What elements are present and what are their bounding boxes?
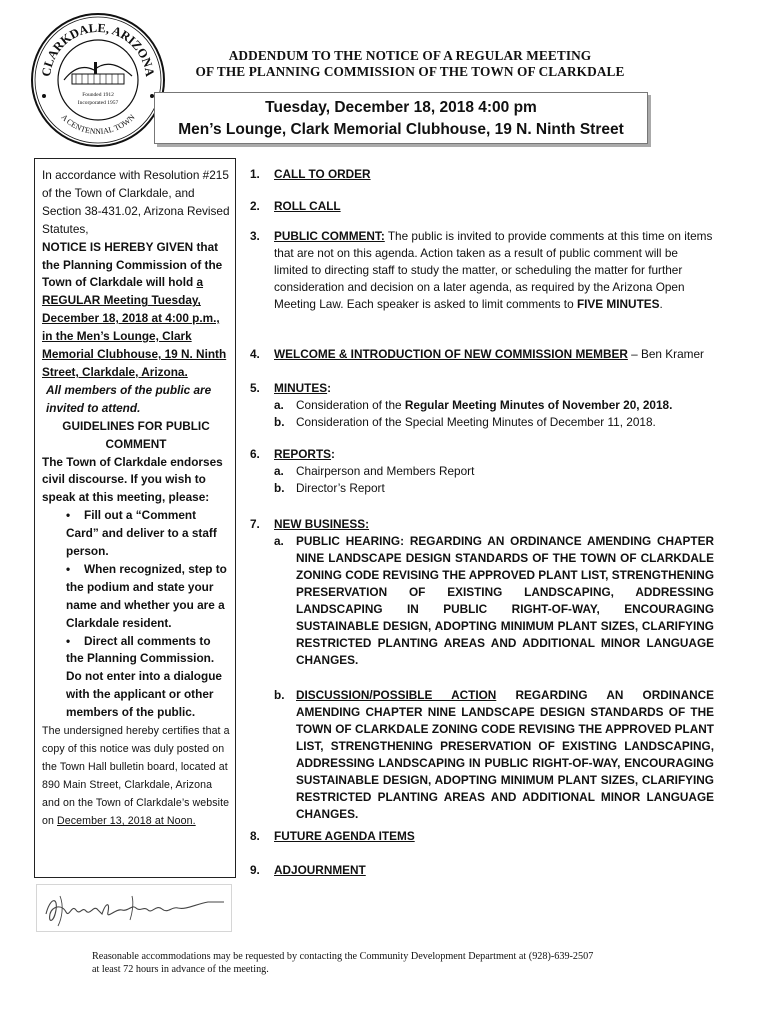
item-number: 2. [250,199,260,213]
item-number: 4. [250,347,260,361]
discussion-item: b. DISCUSSION/POSSIBLE ACTION REGARDING AN ORDINANCE AMENDING CHAPTER NINE LANDSCAPE DESIGN STANDARDS OF THE TOWN OF CLARKDALE ZONING CODE REVISING THE APPROVED PLANT LIST, STRENGTHENING PRESERVATION OF EXISTING LANDSCAPING, ADDRESSING LANDSCAPING IN PUBLIC RIGHT-OF-WAY, ENCOURAGING SUSTAINABLE DESIGN, ADOPTING MINIMUM PLANT SIZES, CLARIFYING RESTRICTED PLANTING AREAS AND ADDITIONAL MINOR LANGUAGE CHANGES. [274,688,714,821]
sub-item: a. Chairperson and Members Report [274,464,475,478]
notice-statement [42,239,230,382]
seal-bottom-text: A CENTENNIAL TOWN [59,112,137,136]
notice-lead: NOTICE IS HEREBY GIVEN that the Planning Commission of the Town of Clarkdale will hold [42,239,223,290]
seal-incorporated: Incorporated 1957 [77,100,119,106]
guideline-item: • Direct all comments to the Planning Commission. Do not enter into a dialogue with the applicant or other members of the public. [66,633,230,723]
item-title: MINUTES [274,381,328,395]
town-seal [28,10,168,150]
item-number: 6. [250,447,260,461]
item-number: 8. [250,829,260,843]
time-limit: FIVE MINUTES [576,297,660,311]
sub-item: a. Consideration of the Regular Meeting Minutes of November 20, 2018. [274,398,673,412]
guideline-item: • When recognized, step to the podium and state your name and whether you are a Clarkdale resident. [66,561,230,633]
notice-sidebar [34,158,236,878]
item-title: WELCOME & INTRODUCTION OF NEW COMMISSION MEMBER [274,347,628,361]
svg-text:A CENTENNIAL TOWN [59,112,136,136]
item-number: 5. [250,381,260,395]
resolution-intro: In accordance with Resolution #215 of the Town of Clarkdale, and Section 38-431.02, Arizona Revised Statutes, [42,168,230,236]
certification [42,722,230,830]
guidelines-title: GUIDELINES FOR PUBLIC COMMENT [62,418,210,451]
notice-meeting-details: a REGULAR Meeting Tuesday, December 18, 2018 at 4:00 p.m., in the Men’s Lounge, Clark Memorial Clubhouse, 19 N. Ninth Street, Clarkdale, Arizona. [42,275,227,379]
certification-date: December 13, 2018 at Noon. [57,815,196,828]
agenda-item-6: 6. REPORTS: a. Chairperson and Members Report b. Director’s Report [250,446,714,497]
seal-top-text: CLARKDALE, ARIZONA [39,20,157,78]
item-title: ROLL CALL [274,199,341,213]
guidelines-intro: The Town of Clarkdale endorses civil discourse. If you wish to speak at this meeting, please: [42,454,223,505]
item-title: CALL TO ORDER [274,167,371,181]
item-number: 9. [250,863,260,877]
meeting-location: Men’s Lounge, Clark Memorial Clubhouse, 19 N. Ninth Street [178,121,624,138]
item-title: NEW BUSINESS: [274,517,370,531]
certification-text: The undersigned hereby certifies that a copy of this notice was duly posted on the Town Hall bulletin board, located at 890 Main Street, Clarkdale, Arizona and on the Town of Clarkdale’s website on [42,725,230,828]
item-title: FUTURE AGENDA ITEMS [274,829,415,843]
agenda-item-5: 5. MINUTES: a. Consideration of the Regular Meeting Minutes of November 20, 2018. b. Consideration of the Special Meeting Minutes of December 11, 2018. [250,380,714,431]
public-hearing-item: a. PUBLIC HEARING: REGARDING AN ORDINANCE AMENDING CHAPTER NINE LANDSCAPE DESIGN STANDARDS OF THE TOWN OF CLARKDALE ZONING CODE REVISING THE APPROVED PLANT LIST, STRENGTHENING PRESERVATION OF EXISTING LANDSCAPING, ADDRESSING LANDSCAPING IN PUBLIC RIGHT-OF-WAY, ENCOURAGING SUSTAINABLE DESIGN, ADOPTING MINIMUM PLANT SIZES, CLARIFYING RESTRICTED PLANTING AREAS AND ADDITIONAL MINOR LANGUAGE CHANGES. [274,534,714,667]
agenda-item-2 [250,198,714,215]
footer-line-1: Reasonable accommodations may be requested by contacting the Community Development Department at (928)-639-2507 [92,951,594,962]
title-line-2: OF THE PLANNING COMMISSION OF THE TOWN OF CLARKDALE [195,64,625,79]
accommodation-notice [92,950,692,976]
guideline-item: • Fill out a “Comment Card” and deliver to a staff person. [66,507,230,561]
agenda-item-3: 3. PUBLIC COMMENT: The public is invited to provide comments at this time on items that are not on this agenda. Action taken as a result of public comment will be limited to directing staff to study the matter, or scheduling the matter for further consideration and decision on a later agenda, as required by the Arizona Open Meeting Law. Each speaker is asked to limit comments to FIVE MINUTES. [250,229,713,311]
footer-line-2: at least 72 hours in advance of the meeting. [92,964,269,975]
new-member-name: – Ben Kramer [627,347,704,361]
agenda-item-1 [250,166,714,183]
item-number: 3. [250,229,260,243]
public-comment-text: The public is invited to provide comments at this time on items that are not on this agenda. Action taken as a result of public comment will be limited to directing staff to study the matter, or scheduling the matter for further consideration and decision on a later agenda, as required by the Arizona Open Meeting Law. Each speaker is asked to limit comments to [274,229,713,311]
agenda-item-7 [250,516,714,823]
agenda-item-4 [250,346,714,363]
meeting-date: Tuesday, December 18, 2018 4:00 pm [265,99,537,116]
agenda-item-9 [250,862,714,879]
document-title [150,48,670,80]
agenda-item-8 [250,828,714,845]
item-title: ADJOURNMENT [274,863,366,877]
town-seal-graphic [28,10,168,150]
meeting-info-box [154,92,648,144]
seal-founded: Founded 1912 [82,92,114,98]
sub-item: b. Consideration of the Special Meeting Minutes of December 11, 2018. [274,415,656,429]
guidelines-list [42,507,230,722]
public-invite: All members of the public are invited to attend. [46,382,212,415]
signature-graphic [36,884,232,932]
sub-item: b. Director’s Report [274,481,385,495]
item-title: PUBLIC COMMENT: [274,229,385,243]
item-title: REPORTS [274,447,332,461]
signature [36,884,232,932]
item-number: 7. [250,517,260,531]
item-number: 1. [250,167,260,181]
title-line-1: ADDENDUM TO THE NOTICE OF A REGULAR MEETING [228,48,592,63]
